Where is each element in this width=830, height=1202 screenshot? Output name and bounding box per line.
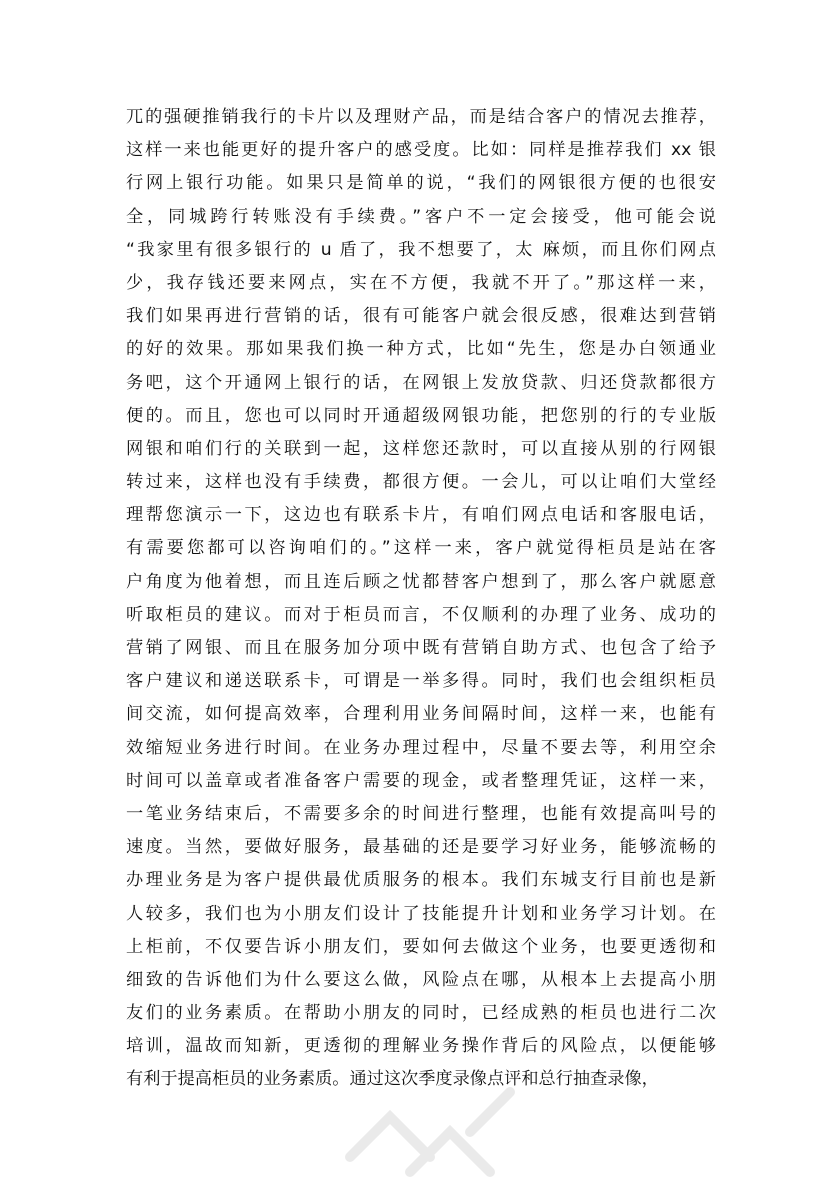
text-line: 一笔业务结束后，不需要多余的时间进行整理，也能有效提高叫号的 [126,803,716,824]
text-line: 细致的告诉他们为什么要这么做，风险点在哪，从根本上去提高小朋 [126,969,716,990]
text-line: 兀的强硬推销我行的卡片以及理财产品，而是结合客户的情况去推荐， [126,107,716,127]
text-line: 听取柜员的建议。而对于柜员而言，不仅顺利的办理了业务、成功的 [126,604,716,625]
text-line: 行网上银行功能。如果只是简单的说，“我们的网银很方便的也很安 [126,173,716,194]
text-line: 便的。而且，您也可以同时开通超级网银功能，把您别的行的专业版 [126,405,716,426]
text-line: “我家里有很多银行的 u 盾了，我不想要了，太 麻烦，而且你们网点 [126,239,716,260]
text-line: 客户建议和递送联系卡，可谓是一举多得。同时，我们也会组织柜员 [126,671,716,692]
text-line: 有需要您都可以咨询咱们的。”这样一来，客户就觉得柜员是站在客 [126,538,716,559]
text-line: 有利于提高柜员的业务素质。通过这次季度录像点评和总行抽查录像， [126,1069,659,1090]
text-line: 全，同城跨行转账没有手续费。”客户不一定会接受，他可能会说 [126,206,716,227]
text-line: 效缩短业务进行时间。在业务办理过程中，尽量不要去等，利用空余 [126,737,716,758]
text-line: 转过来，这样也没有手续费，都很方便。一会儿，可以让咱们大堂经 [126,472,716,493]
text-line: 网银和咱们行的关联到一起，这样您还款时，可以直接从别的行网银 [126,438,716,459]
text-line: 上柜前，不仅要告诉小朋友们，要如何去做这个业务，也要更透彻和 [126,936,716,957]
text-line: 培训，温故而知新，更透彻的理解业务操作背后的风险点，以便能够 [126,1036,716,1057]
text-line: 间交流，如何提高效率，合理利用业务间隔时间，这样一来，也能有 [126,704,716,725]
text-line: 人较多，我们也为小朋友们设计了技能提升计划和业务学习计划。在 [126,903,716,924]
text-line: 的好的效果。那如果我们换一种方式，比如“先生，您是办白领通业 [126,339,716,360]
text-line: 户角度为他着想，而且连后顾之忧都替客户想到了，那么客户就愿意 [126,571,716,592]
text-line: 办理业务是为客户提供最优质服务的根本。我们东城支行目前也是新 [126,870,716,891]
body-text [126,101,716,1097]
text-line: 理帮您演示一下，这边也有联系卡片，有咱们网点电话和客服电话， [126,505,716,526]
text-line: 这样一来也能更好的提升客户的感受度。比如：同样是推荐我们 xx 银 [126,140,716,161]
text-line: 营销了网银、而且在服务加分项中既有营销自助方式、也包含了给予 [126,638,716,658]
text-line: 友们的业务素质。在帮助小朋友的同时，已经成熟的柜员也进行二次 [126,1003,716,1024]
text-line: 务吧，这个开通网上银行的话，在网银上发放贷款、归还贷款都很方 [126,372,716,393]
text-line: 时间可以盖章或者准备客户需要的现金，或者整理凭证，这样一来， [126,770,716,791]
text-line: 我们如果再进行营销的话，很有可能客户就会很反感，很难达到营销 [126,306,716,327]
text-line: 少，我存钱还要来网点，实在不方便，我就不开了。”那这样一来， [126,272,716,293]
text-line: 速度。当然，要做好服务，最基础的还是要学习好业务，能够流畅的 [126,837,716,858]
